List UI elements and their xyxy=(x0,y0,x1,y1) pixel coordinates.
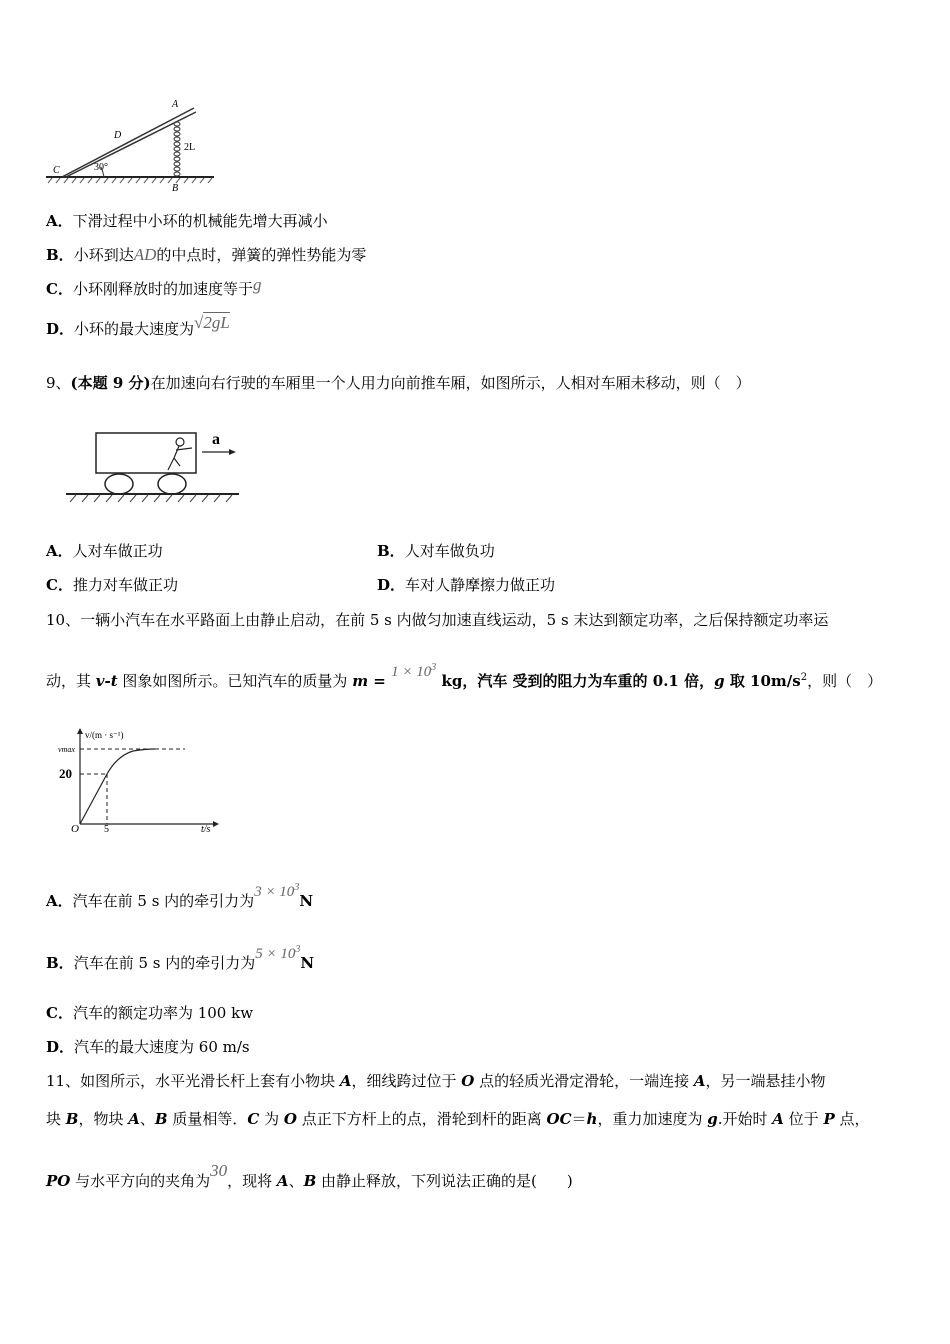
q9-option-d: D．车对人静摩擦力做正功 xyxy=(377,576,556,594)
label-c: C xyxy=(53,165,60,176)
q9-option-c: C．推力对车做正功 xyxy=(46,576,178,594)
label-spring: 2L xyxy=(184,142,196,153)
q8-option-c: C．小环刚释放时的加速度等于g xyxy=(46,275,262,298)
q9-stem: 9、(本题 9 分)在加速向右行驶的车厢里一个人用力向前推车厢，如图所示，人相对车厢未移动，则（ ） xyxy=(46,374,751,392)
vt-ylabel: v/(m · s⁻¹) xyxy=(85,730,124,740)
vt-x5: 5 xyxy=(104,824,109,835)
q10-option-d: D．汽车的最大速度为 60 m/s xyxy=(46,1038,250,1056)
q9-option-b: B．人对车做负功 xyxy=(377,542,495,560)
label-angle: 30° xyxy=(94,162,108,173)
vt-origin: O xyxy=(71,823,79,835)
label-b: B xyxy=(172,183,179,193)
q9-option-a: A．人对车做正功 xyxy=(46,542,163,560)
q11-line2: 块 B，物块 A、B 质量相等．C 为 O 点正下方杆上的点，滑轮到杆的距离 OC＝h，重力加速度为 g.开始时 A 位于 P 点， xyxy=(46,1110,870,1128)
q10-option-b: B．汽车在前 5 s 内的牵引力为$5 \times 10^3N$ xyxy=(46,944,315,972)
train-car-figure xyxy=(64,424,244,509)
vt-graph xyxy=(55,726,225,836)
q10-option-a: A．汽车在前 5 s 内的牵引力为$3 \times 10^3N$ xyxy=(46,882,314,910)
label-d: D xyxy=(114,130,122,141)
q10-stem-line2: 动，其 v-t 图象如图所示。已知汽车的质量为 $m = 1 \times 10^3$ kg，汽车 受到的阻力为车重的 0.1 倍，g 取 $10m/s^2$，则（ ） xyxy=(46,662,883,690)
vt-vmax: vmax xyxy=(58,745,75,754)
label-a: A xyxy=(172,99,179,110)
incline-figure xyxy=(44,98,219,193)
vt-xlabel: t/s xyxy=(201,824,211,835)
q8-option-a: A．下滑过程中小环的机械能先增大再减小 xyxy=(46,212,328,230)
accel-label: a xyxy=(212,431,220,448)
q10-stem-line1: 10、一辆小汽车在水平路面上由静止启动，在前 5 s 内做匀加速直线运动，5 s 末达到额定功率，之后保持额定功率运 xyxy=(46,611,829,629)
q8-option-d: D．小环的最大速度为√2gL xyxy=(46,313,230,338)
q11-line3: PO 与水平方向的夹角为30，现将 A、B 由静止释放，下列说法正确的是( ) xyxy=(46,1161,573,1190)
q11-line1: 11、如图所示，水平光滑长杆上套有小物块 A，细线跨过位于 O 点的轻质光滑定滑轮，一端连接 A，另一端悬挂小物 xyxy=(46,1072,826,1090)
q10-option-c: C．汽车的额定功率为 100 kw xyxy=(46,1004,254,1022)
vt-y20: 20 xyxy=(59,766,72,781)
q8-option-b: B．小环到达AD的中点时，弹簧的弹性势能为零 xyxy=(46,245,367,264)
vt-linear-segment xyxy=(80,774,107,824)
vt-curve-segment xyxy=(107,749,155,774)
